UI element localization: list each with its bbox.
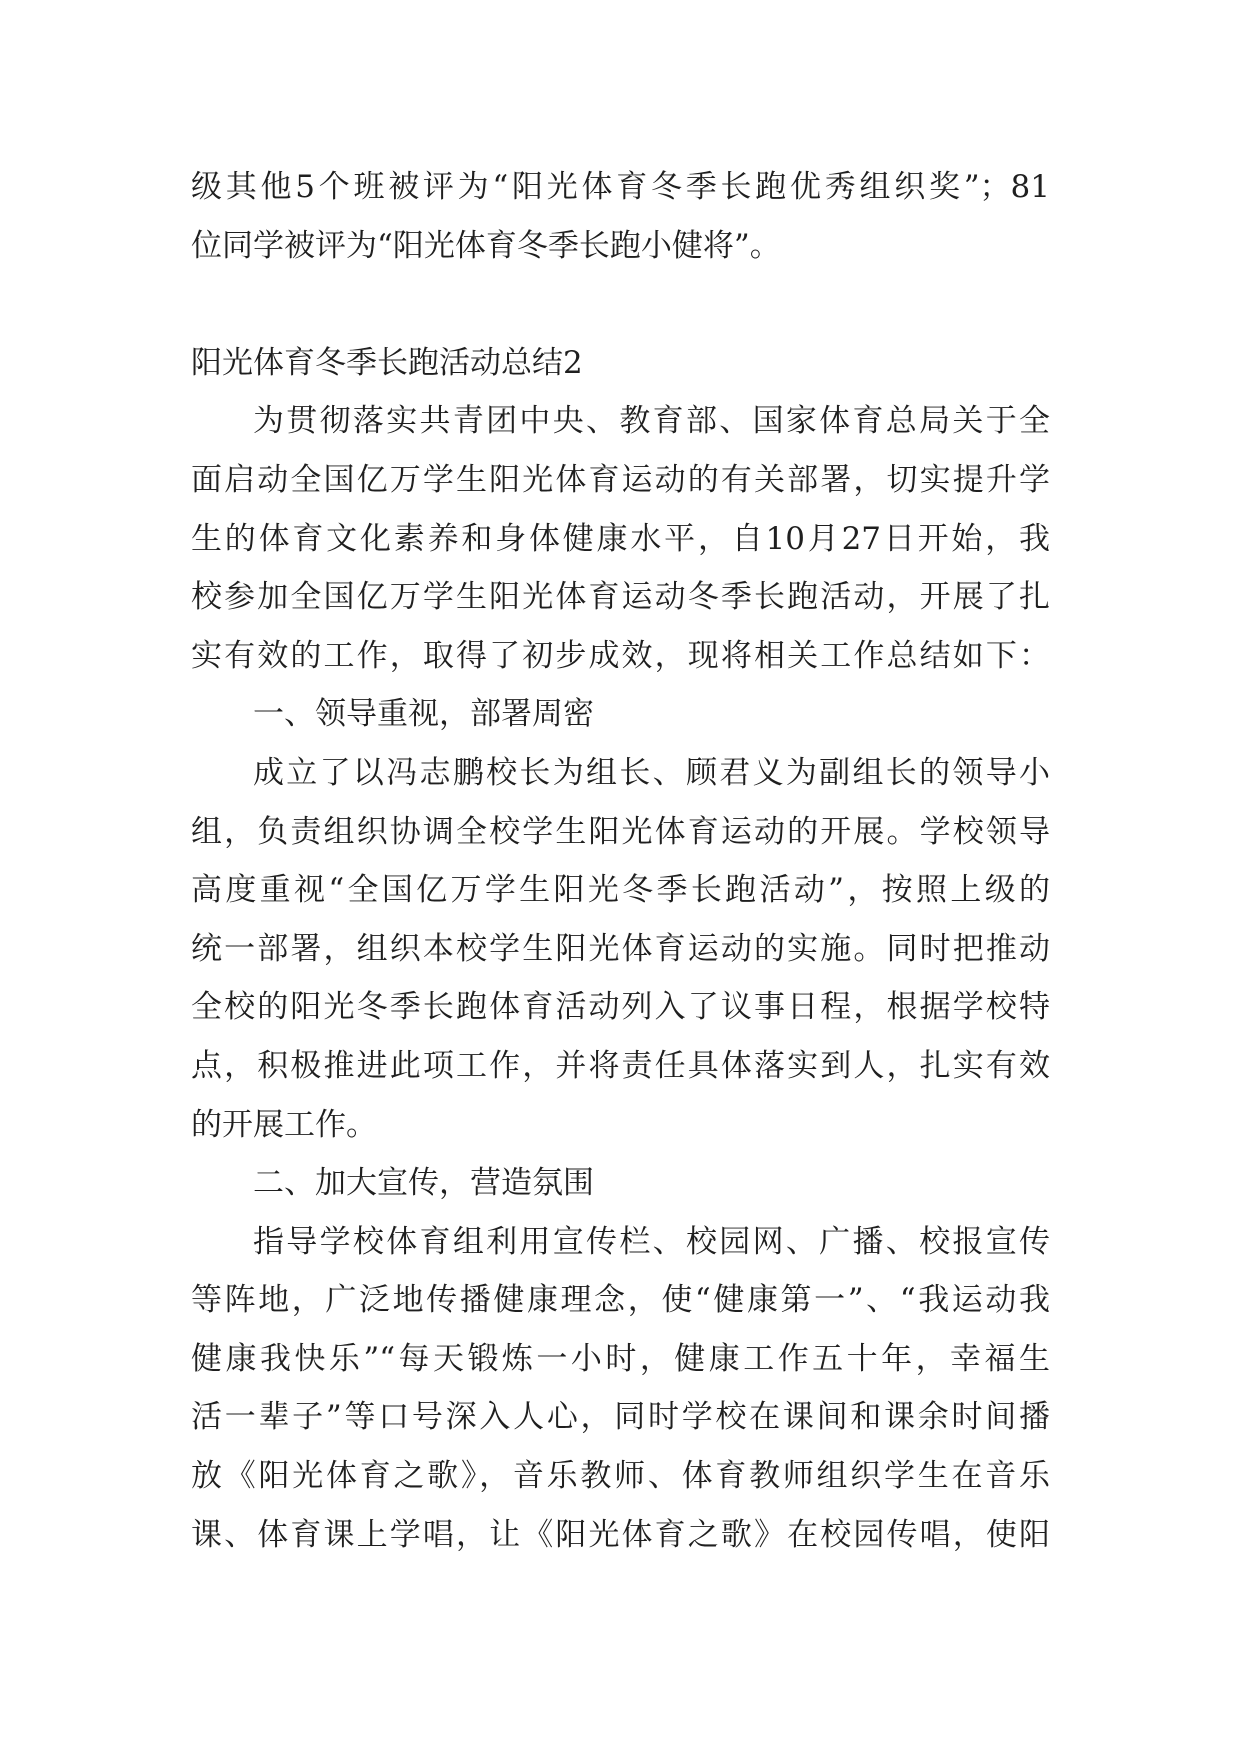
text-line: 的开展工作。 [191, 1106, 377, 1143]
intro-paragraph [191, 392, 1050, 685]
text-line: 课、体育课上学唱，让《阳光体育之歌》在校园传唱，使阳 [191, 1516, 1050, 1553]
text-line: 活一辈子”等口号深入人心，同时学校在课间和课余时间播 [191, 1399, 1050, 1436]
text-line: 级其他5个班被评为“阳光体育冬季长跑优秀组织奖”；81 [191, 169, 1050, 205]
section-heading-2: 二、加大宣传，营造氛围 [253, 1165, 594, 1202]
text-line: 为贯彻落实共青团中央、教育部、国家体育总局关于全 [253, 403, 1050, 440]
document-title: 阳光体育冬季长跑活动总结2 [191, 344, 583, 381]
text-line: 高度重视“全国亿万学生阳光冬季长跑活动”，按照上级的 [191, 872, 1050, 909]
text-line: 校参加全国亿万学生阳光体育运动冬季长跑活动，开展了扎 [191, 579, 1050, 616]
text-line: 位同学被评为“阳光体育冬季长跑小健将”。 [191, 227, 781, 264]
text-line: 健康我快乐”“每天锻炼一小时，健康工作五十年，幸福生 [191, 1340, 1050, 1377]
text-line: 点，积极推进此项工作，并将责任具体落实到人，扎实有效 [191, 1047, 1050, 1084]
section-2-paragraph [191, 1213, 1050, 1565]
text-line: 实有效的工作，取得了初步成效，现将相关工作总结如下： [191, 637, 1050, 674]
continued-paragraph [191, 158, 1050, 275]
text-line: 面启动全国亿万学生阳光体育运动的有关部署，切实提升学 [191, 461, 1050, 498]
text-line: 等阵地，广泛地传播健康理念，使“健康第一”、“我运动我 [191, 1282, 1050, 1319]
blank-line [191, 275, 1050, 334]
text-line: 统一部署，组织本校学生阳光体育运动的实施。同时把推动 [191, 930, 1050, 967]
document-body [191, 158, 1050, 1564]
text-line: 生的体育文化素养和身体健康水平，自10月27日开始，我 [191, 520, 1050, 557]
text-line: 组，负责组织协调全校学生阳光体育运动的开展。学校领导 [191, 813, 1050, 850]
section-heading-1: 一、领导重视，部署周密 [253, 696, 594, 733]
text-line: 成立了以冯志鹏校长为组长、顾君义为副组长的领导小 [253, 754, 1050, 791]
text-line: 指导学校体育组利用宣传栏、校园网、广播、校报宣传 [253, 1223, 1050, 1260]
section-1-paragraph [191, 744, 1050, 1154]
text-line: 放《阳光体育之歌》，音乐教师、体育教师组织学生在音乐 [191, 1458, 1050, 1495]
text-line: 全校的阳光冬季长跑体育活动列入了议事日程，根据学校特 [191, 989, 1050, 1026]
